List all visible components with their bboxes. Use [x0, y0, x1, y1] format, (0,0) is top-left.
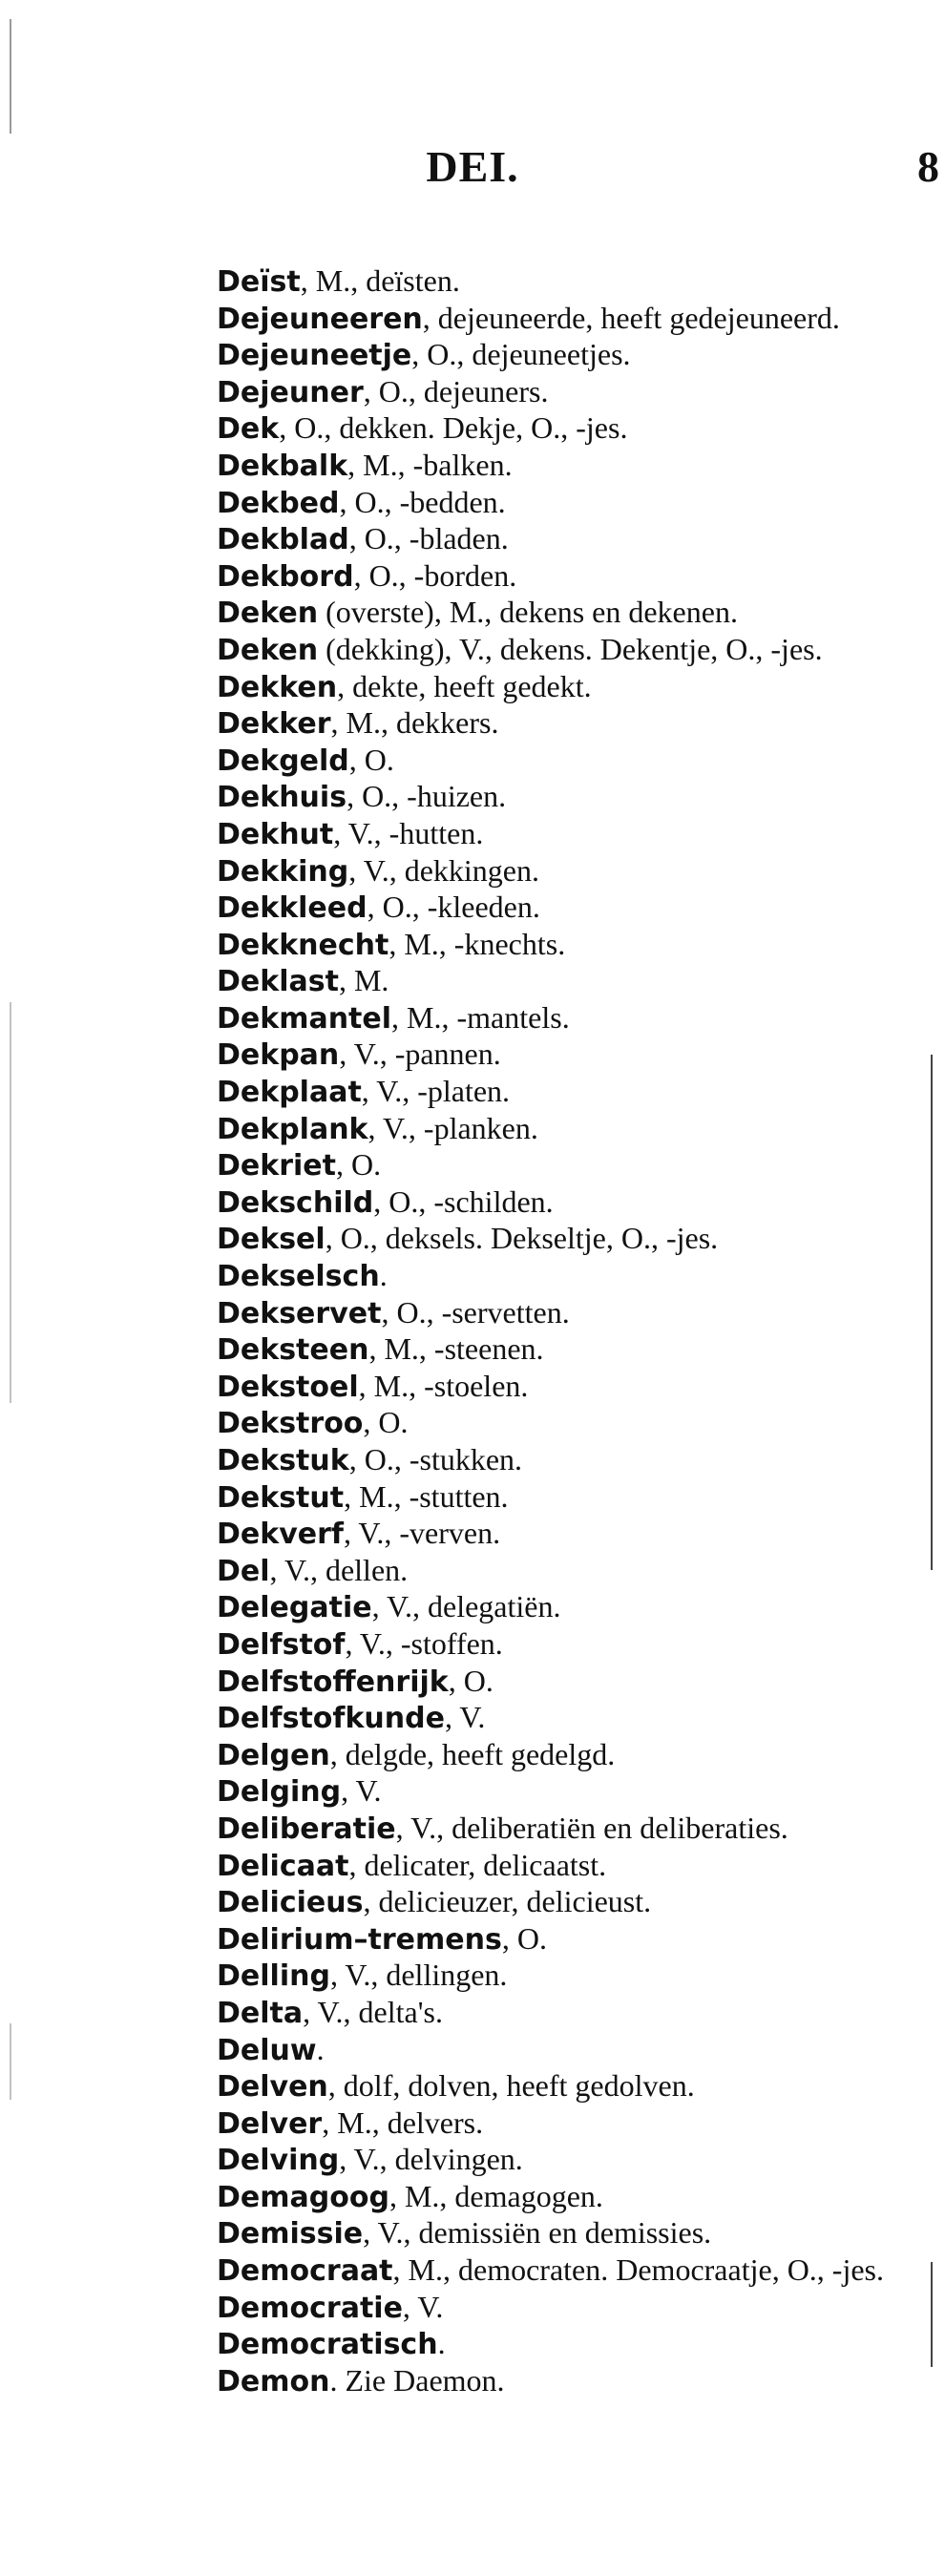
dictionary-entry [217, 1848, 918, 1885]
entry-headword: Dekken [217, 670, 338, 704]
entry-headword: Dekplaat [217, 1076, 362, 1110]
entry-headword: Dekstut [217, 1480, 345, 1515]
scan-margin-mark [10, 1002, 11, 1403]
dictionary-entry [217, 1258, 918, 1295]
entry-headword: Democratie [217, 2291, 403, 2325]
entry-headword: Dekkleed [217, 891, 368, 926]
entry-headword: Dejeuneetje [217, 339, 412, 373]
entry-definition: , O. [363, 1405, 409, 1440]
entry-headword: Dekbalk [217, 449, 348, 483]
entry-definition: . [437, 2326, 446, 2361]
dictionary-entry [217, 410, 918, 448]
entry-headword: Deken [217, 597, 319, 631]
dictionary-entry [217, 705, 918, 743]
scan-margin-mark [10, 19, 11, 134]
entry-definition: , O., -stukken. [348, 1442, 523, 1476]
dictionary-entry [217, 2326, 918, 2363]
entry-definition: , delicater, delicaatst. [348, 1847, 607, 1882]
entry-headword: Dekking [217, 854, 349, 889]
dictionary-entry [217, 1737, 918, 1774]
dictionary-entry [217, 1221, 918, 1258]
entry-headword: Dekhut [217, 817, 334, 851]
dictionary-entry [217, 1995, 918, 2032]
entry-headword: Demagoog [217, 2180, 389, 2214]
entry-definition: , O., dejeuneetjes. [411, 337, 631, 372]
entry-definition: , V., delta's. [303, 1994, 443, 2029]
dictionary-entry [217, 890, 918, 927]
dictionary-entry [217, 1000, 918, 1037]
dictionary-entry [217, 632, 918, 669]
entry-definition: , O., -huizen. [346, 779, 507, 814]
entry-definition: , V., -stoffen. [345, 1625, 503, 1661]
entry-headword: Dek [217, 412, 280, 447]
entry-headword: Del [217, 1554, 270, 1588]
dictionary-entry [217, 2215, 918, 2252]
entry-headword: Deksel [217, 1223, 326, 1257]
dictionary-entry [217, 521, 918, 558]
entry-definition: , M., -mantels. [391, 999, 570, 1035]
dictionary-entry [217, 1773, 918, 1811]
dictionary-entry [217, 1147, 918, 1184]
dictionary-entry [217, 1111, 918, 1148]
entry-headword: Deklast [217, 965, 339, 999]
entry-headword: Delver [217, 2106, 323, 2141]
entry-headword: Democraat [217, 2254, 393, 2289]
entry-definition: , M., -balken. [347, 447, 513, 482]
dictionary-entry [217, 2068, 918, 2105]
dictionary-entry [217, 2032, 918, 2069]
dictionary-entry [217, 1921, 918, 1958]
entry-headword: Delegatie [217, 1591, 372, 1625]
entry-definition: , M. [338, 963, 389, 998]
entry-definition: , O., dejeuners. [363, 373, 549, 408]
entry-headword: Dekverf [217, 1518, 344, 1552]
dictionary-entry [217, 1479, 918, 1517]
entry-headword: Dekservet [217, 1296, 382, 1330]
entry-headword: Delicieus [217, 1886, 364, 1920]
entry-headword: Delfstof [217, 1627, 346, 1662]
dictionary-entry [217, 1516, 918, 1553]
dictionary-entry [217, 1553, 918, 1590]
dictionary-entry [217, 374, 918, 411]
dictionary-entry [217, 1589, 918, 1626]
entry-headword: Dekbord [217, 559, 354, 594]
dictionary-entry [217, 743, 918, 780]
entry-headword: Dekhuis [217, 781, 347, 815]
entry-definition: , V., -pannen. [339, 1037, 501, 1072]
entry-definition: , M., democraten. Democraatje, O., -jes. [392, 2252, 884, 2288]
entry-definition: , V., dekkingen. [348, 852, 539, 888]
entry-definition: , V. [341, 1773, 382, 1809]
entry-definition: , V., delvingen. [339, 2142, 523, 2177]
entry-definition: . [379, 1258, 388, 1293]
entry-definition: , M., dekkers. [330, 705, 499, 741]
entry-definition: , O., dekken. Dekje, O., -jes. [279, 410, 628, 446]
entry-headword: Deken [217, 633, 319, 667]
entry-headword: Delling [217, 1959, 330, 1994]
entry-headword: Dekblad [217, 523, 349, 557]
entry-definition: , delgde, heeft gedelgd. [329, 1736, 616, 1771]
entry-headword: Dekriet [217, 1149, 336, 1183]
entry-headword: Dejeuneeren [217, 302, 423, 336]
dictionary-entry [217, 448, 918, 485]
dictionary-entry [217, 337, 918, 374]
entry-headword: Dekknecht [217, 928, 389, 962]
entry-definition: , M., -steenen. [368, 1331, 544, 1367]
entry-headword: Delging [217, 1775, 342, 1810]
dictionary-entry [217, 2363, 918, 2400]
entry-definition: , V. [402, 2289, 444, 2324]
dictionary-entry [217, 1074, 918, 1111]
entry-definition: (dekking), V., dekens. Dekentje, O., -jes. [318, 631, 823, 666]
dictionary-entry [217, 816, 918, 853]
entry-headword: Delfstoffenrijk [217, 1665, 449, 1699]
entry-definition: (overste), M., dekens en dekenen. [318, 595, 738, 630]
entry-definition: , O., -kleeden. [367, 890, 540, 925]
entry-definition: , O. [448, 1663, 494, 1698]
entry-headword: Deïst [217, 265, 301, 299]
entry-definition: . Zie Daemon. [329, 2362, 505, 2398]
entry-headword: Dekschild [217, 1185, 374, 1220]
entry-headword: Delicaat [217, 1849, 349, 1883]
entry-definition: , V., -verven. [343, 1516, 501, 1551]
dictionary-entry [217, 779, 918, 816]
entry-definition: , V., demissiën en demissies. [363, 2215, 712, 2251]
dictionary-entry [217, 853, 918, 890]
entry-headword: Delta [217, 1996, 304, 2030]
entry-definition: , O., deksels. Dekseltje, O., -jes. [325, 1221, 719, 1256]
entry-headword: Dekstroo [217, 1407, 364, 1441]
entry-definition: , dejeuneerde, heeft gedejeuneerd. [422, 300, 840, 335]
dictionary-entry [217, 1331, 918, 1369]
dictionary-entry [217, 1958, 918, 1995]
dictionary-entry [217, 263, 918, 301]
entry-list [217, 263, 918, 2399]
entry-definition: , M., deïsten. [300, 263, 460, 298]
entry-headword: Democratisch [217, 2328, 438, 2362]
entry-definition: , O., -schilden. [373, 1183, 554, 1219]
dictionary-entry [217, 1442, 918, 1479]
dictionary-entry [217, 927, 918, 964]
entry-definition: , O. [348, 742, 394, 777]
entry-definition: , M., delvers. [322, 2105, 484, 2140]
entry-definition: , V., deliberatiën en deliberaties. [395, 1810, 788, 1845]
dictionary-entry [217, 2252, 918, 2290]
scan-margin-mark [10, 2023, 11, 2100]
entry-headword: Delving [217, 2144, 340, 2178]
entry-definition: , V., delegatiën. [371, 1589, 561, 1624]
entry-definition: , O., -bladen. [348, 521, 509, 556]
dictionary-entry [217, 1811, 918, 1848]
entry-headword: Delgen [217, 1738, 330, 1772]
entry-headword: Dejeuner [217, 375, 364, 409]
entry-headword: Dekplank [217, 1112, 368, 1146]
dictionary-entry [217, 595, 918, 632]
entry-headword: Deksteen [217, 1333, 369, 1368]
entry-headword: Dekker [217, 707, 331, 742]
entry-headword: Dekgeld [217, 743, 349, 778]
dictionary-entry [217, 1626, 918, 1664]
dictionary-entry [217, 1295, 918, 1332]
margin-rule [931, 1055, 933, 1570]
entry-headword: Dekstoel [217, 1370, 359, 1404]
dictionary-entry [217, 1037, 918, 1074]
entry-headword: Dekpan [217, 1038, 340, 1073]
entry-definition: , O., -borden. [353, 557, 517, 593]
entry-definition: , dolf, dolven, heeft gedolven. [327, 2068, 695, 2104]
entry-definition: , O. [501, 1920, 547, 1956]
page-number: 8 [917, 142, 939, 191]
dictionary-entry [217, 1184, 918, 1222]
entry-definition: , O. [335, 1147, 382, 1183]
entry-headword: Dekbed [217, 486, 340, 520]
entry-definition: . [316, 2031, 325, 2066]
dictionary-entry [217, 301, 918, 338]
entry-definition: , V. [444, 1700, 486, 1735]
entry-definition: , O., -bedden. [339, 484, 506, 519]
page-title: DEI. [426, 142, 519, 191]
entry-headword: Delfstofkunde [217, 1702, 445, 1736]
entry-definition: , M., -stutten. [344, 1478, 509, 1514]
entry-headword: Deliberatie [217, 1812, 396, 1846]
entry-definition: , V., dellingen. [329, 1958, 508, 1993]
entry-headword: Demissie [217, 2217, 364, 2251]
entry-headword: Dekstuk [217, 1444, 349, 1477]
entry-headword: Dekmantel [217, 1001, 392, 1036]
margin-rule [931, 2262, 933, 2367]
entry-definition: , V., -platen. [361, 1074, 511, 1109]
entry-headword: Deluw [217, 2033, 317, 2067]
entry-definition: , V., dellen. [269, 1552, 409, 1587]
entry-headword: Delirium–tremens [217, 1922, 502, 1957]
entry-headword: Demon [217, 2364, 330, 2398]
dictionary-entry [217, 485, 918, 522]
dictionary-entry [217, 1700, 918, 1737]
page-header [0, 141, 945, 199]
dictionary-entry [217, 2105, 918, 2143]
dictionary-entry [217, 669, 918, 706]
entry-definition: , M., -stoelen. [358, 1368, 529, 1403]
dictionary-entry [217, 2179, 918, 2216]
entry-definition: , O., -servetten. [381, 1294, 570, 1330]
entry-headword: Dekselsch [217, 1260, 380, 1294]
entry-definition: , delicieuzer, delicieust. [363, 1884, 652, 1919]
dictionary-entry [217, 1664, 918, 1701]
dictionary-entry [217, 963, 918, 1000]
dictionary-entry [217, 2142, 918, 2179]
entry-headword: Delven [217, 2070, 328, 2105]
dictionary-entry [217, 2290, 918, 2327]
dictionary-entry [217, 558, 918, 596]
entry-definition: , dekte, heeft gedekt. [337, 668, 592, 703]
dictionary-entry [217, 1405, 918, 1442]
entry-definition: , M., -knechts. [388, 926, 566, 961]
dictionary-entry [217, 1884, 918, 1921]
entry-definition: , V., -hutten. [333, 815, 484, 850]
dictionary-entry [217, 1369, 918, 1406]
entry-definition: , V., -planken. [368, 1110, 538, 1145]
entry-definition: , M., demagogen. [388, 2178, 603, 2213]
